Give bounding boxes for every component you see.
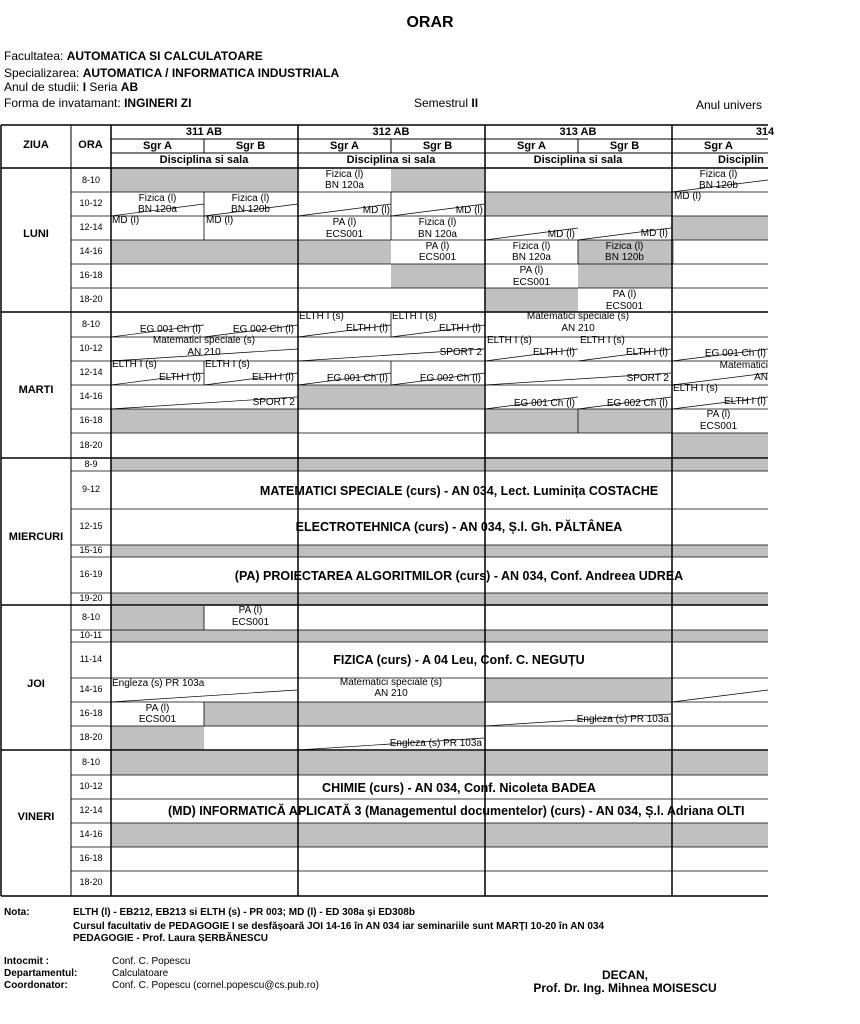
cell-text: ECS001 [231,617,270,628]
nota-label: Nota: [4,907,30,918]
sgr-header: Sgr A [704,140,733,152]
decan-name: Prof. Dr. Ing. Mihnea MOISESCU [533,981,717,995]
cell-text: EG 001 Ch (l) [704,348,766,359]
course-informatica-aplicata: (MD) INFORMATICĂ APLICATĂ 3 (Managementul documentelor) (curs) - AN 034, Ș.l. Adriana OLTI [168,804,745,818]
group-312-header: 312 AB [372,126,410,138]
cell-text: Matematici speciale (s) [526,311,630,322]
cell-text: BN 120a [325,180,364,191]
hour-label: 12-14 [79,367,103,377]
cell-text: EG 001 Ch (l) [513,398,575,409]
cell-text: Fizica (l) [231,193,270,204]
hour-label: 8-9 [84,459,98,469]
cell-text: Fizica (l) [605,241,644,252]
cell-text: ELTH I (l) [723,396,766,407]
anul-line: Anul de studii: I Seria AB [4,80,139,94]
cell-text: AN 210 [374,688,408,699]
sgr-header: Sgr A [517,140,546,152]
hour-label: 8-10 [81,612,100,622]
group-313-header: 313 AB [559,126,597,138]
coordonator-label: Coordonator: [4,980,68,991]
cell-text: EG 002 Ch (l) [606,398,668,409]
cell-text: ECS001 [512,277,551,288]
cell-text: ELTH I (s) [487,335,532,346]
cell-text: Matematici [719,360,768,371]
cell-text: Fizica (l) [699,169,738,180]
disciplina-header: Disciplina si sala [533,154,623,166]
cell-text: EG 001 Ch (l) [326,373,388,384]
cell-text: BN 120b [699,180,738,191]
cell-text: PA (l) [612,289,637,300]
hour-label: 14-16 [79,246,103,256]
hour-label: 10-12 [79,198,103,208]
cell-text: SPORT 2 [252,397,295,408]
cell-text: ELTH I (l) [625,347,668,358]
cell-text: Fizica (l) [418,217,457,228]
grid-line [111,690,297,702]
course-chimie: CHIMIE (curs) - AN 034, Conf. Nicoleta BADEA [322,781,596,795]
cell-text: Matematici speciale (s) [339,677,443,688]
disciplina-header: Disciplina si sala [346,154,436,166]
cell-text: ELTH I (l) [345,323,388,334]
cell-text: ECS001 [325,229,364,240]
hour-label: 18-20 [79,732,103,742]
cell-text: MD (l) [547,229,575,240]
cell-text: ECS001 [699,421,738,432]
cell-text: AN 210 [187,347,221,358]
course-proiectarea-algoritmilor: (PA) PROIECTAREA ALGORITMILOR (curs) - AN 034, Conf. Andreea UDREA [234,569,684,583]
nota-line-1: ELTH (l) - EB212, EB213 si ELTH (s) - PR 003; MD (l) - ED 308a și ED308b [73,907,415,918]
cell-text: Engleza (s) PR 103a [576,714,669,725]
course-matematici-speciale: MATEMATICI SPECIALE (curs) - AN 034, Lect. Luminița COSTACHE [259,484,659,498]
cell-text: Engleza (s) PR 103a [112,678,205,689]
cell-text: AN 210 [561,323,595,334]
cell-text: MD (l) [112,215,140,226]
sgr-header: Sgr A [143,140,172,152]
cell-text: Fizica (l) [512,241,551,252]
anul-universitar-label: Anul univers [696,98,763,112]
cell-text: BN 120a [512,252,551,263]
specializarea-line: Specializarea: AUTOMATICA / INFORMATICA INDUSTRIALA [4,66,340,80]
cell-text: ELTH I (l) [251,372,294,383]
cell-text: Fizica (l) [138,193,177,204]
facultatea-line: Facultatea: AUTOMATICA SI CALCULATOARE [4,49,263,63]
intocmit-value: Conf. C. Popescu [112,956,191,967]
cell-text: MD (l) [362,205,390,216]
hour-label: 16-18 [79,708,103,718]
hour-label: 14-16 [79,829,103,839]
hour-label: 15-16 [79,545,103,555]
hour-label: 10-12 [79,343,103,353]
coordonator-value: Conf. C. Popescu (cornel.popescu@cs.pub.ro) [112,980,319,991]
semestrul-line: Semestrul II [414,96,479,110]
cell-text: ELTH I (s) [112,359,157,370]
hour-label: 8-10 [81,757,100,767]
cell-text: MD (l) [674,191,702,202]
hour-label: 8-10 [81,319,100,329]
cell-text: PA (l) [332,217,357,228]
course-fizica: FIZICA (curs) - A 04 Leu, Conf. C. NEGUȚU [333,653,585,667]
cell-text: PA (l) [238,605,263,616]
cell-text: ECS001 [138,714,177,725]
day-joi: JOI [27,678,45,690]
cell-text: ELTH I (s) [205,359,250,370]
cell-text: ELTH I (s) [580,335,625,346]
cell-text: SPORT 2 [439,347,482,358]
hour-label: 19-20 [79,593,103,603]
nota-line-3: PEDAGOGIE - Prof. Laura ȘERBĂNESCU [73,933,269,944]
cell-text: ELTH I (l) [532,347,575,358]
hour-label: 16-18 [79,415,103,425]
disciplina-header: Disciplin [718,154,764,166]
cell-text: ELTH I (s) [392,311,437,322]
intocmit-label: Intocmit : [4,956,49,967]
group-311-header: 311 AB [185,126,223,138]
hour-label: 10-11 [79,630,103,640]
hour-label: 8-10 [81,174,100,185]
cell-text: PA (l) [706,409,731,420]
cell-text: SPORT 2 [626,373,669,384]
decan-label: DECAN, [601,968,648,982]
cell-text: MD (l) [455,205,483,216]
sgr-header: Sgr B [609,140,640,152]
hour-label: 10-12 [79,781,103,791]
cell-text: PA (l) [425,241,450,252]
forma-line: Forma de invatamant: INGINERI ZI [4,96,192,110]
sgr-header: Sgr A [330,140,359,152]
day-vineri: VINERI [17,811,55,823]
ora-header: ORA [78,139,103,151]
grid-line [672,690,768,702]
group-314-header: 314 [755,126,775,138]
day-luni: LUNI [23,228,49,240]
hour-label: 12-14 [79,805,103,815]
day-miercuri: MIERCURI [8,531,64,543]
disciplina-header: Disciplina si sala [159,154,249,166]
cell-text: EG 001 Ch (l) [139,324,201,335]
hour-label: 12-14 [79,222,103,232]
sgr-header: Sgr B [235,140,266,152]
cell-text: ELTH I (l) [438,323,481,334]
hour-label: 14-16 [79,391,103,401]
hour-label: 18-20 [79,439,103,450]
cell-text: PA (l) [145,703,170,714]
cell-text: ECS001 [418,252,457,263]
day-marti: MARTI [18,384,54,396]
nota-line-2: Cursul facultativ de PEDAGOGIE I se desfășoară JOI 14-16 în AN 034 iar seminariile sunt MARȚI 10-20 în AN 034 [73,921,605,932]
cell-text: MD (l) [640,228,668,239]
course-electrotehnica: ELECTROTEHNICA (curs) - AN 034, Ș.l. Gh. PĂLTÂNEA [295,520,623,534]
cell-text: BN 120b [231,204,270,215]
cell-text: BN 120b [605,252,644,263]
hour-label: 16-18 [79,853,103,863]
hour-label: 16-18 [79,270,103,280]
hour-label: 12-15 [79,521,103,531]
cell-text: Matematici speciale (s) [152,335,256,346]
hour-label: 18-20 [79,294,103,304]
cell-text: AN [754,372,768,383]
cell-text: ELTH I (s) [673,383,718,394]
hour-label: 14-16 [79,684,103,694]
cell-text: EG 002 Ch (l) [232,324,294,335]
hour-label: 16-19 [79,569,103,579]
page-title: ORAR [406,14,454,31]
cell-text: ELTH I (s) [299,311,344,322]
cell-text: Fizica (l) [325,169,364,180]
sgr-header: Sgr B [422,140,453,152]
hour-label: 9-12 [81,484,100,494]
cell-text: MD (l) [206,215,234,226]
ziua-header: ZIUA [23,139,49,151]
cell-text: Engleza (s) PR 103a [389,738,482,749]
cell-text: EG 002 Ch (l) [419,373,481,384]
departament-label: Departamentul: [4,968,78,979]
hour-label: 18-20 [79,877,103,887]
cell-text: PA (l) [519,265,544,276]
cell-text: BN 120a [418,229,457,240]
cell-text: ELTH I (l) [158,372,201,383]
cell-text: ECS001 [605,301,644,312]
hour-label: 11-14 [79,654,103,664]
cell-text: BN 120a [138,204,177,215]
departament-value: Calculatoare [112,968,169,979]
